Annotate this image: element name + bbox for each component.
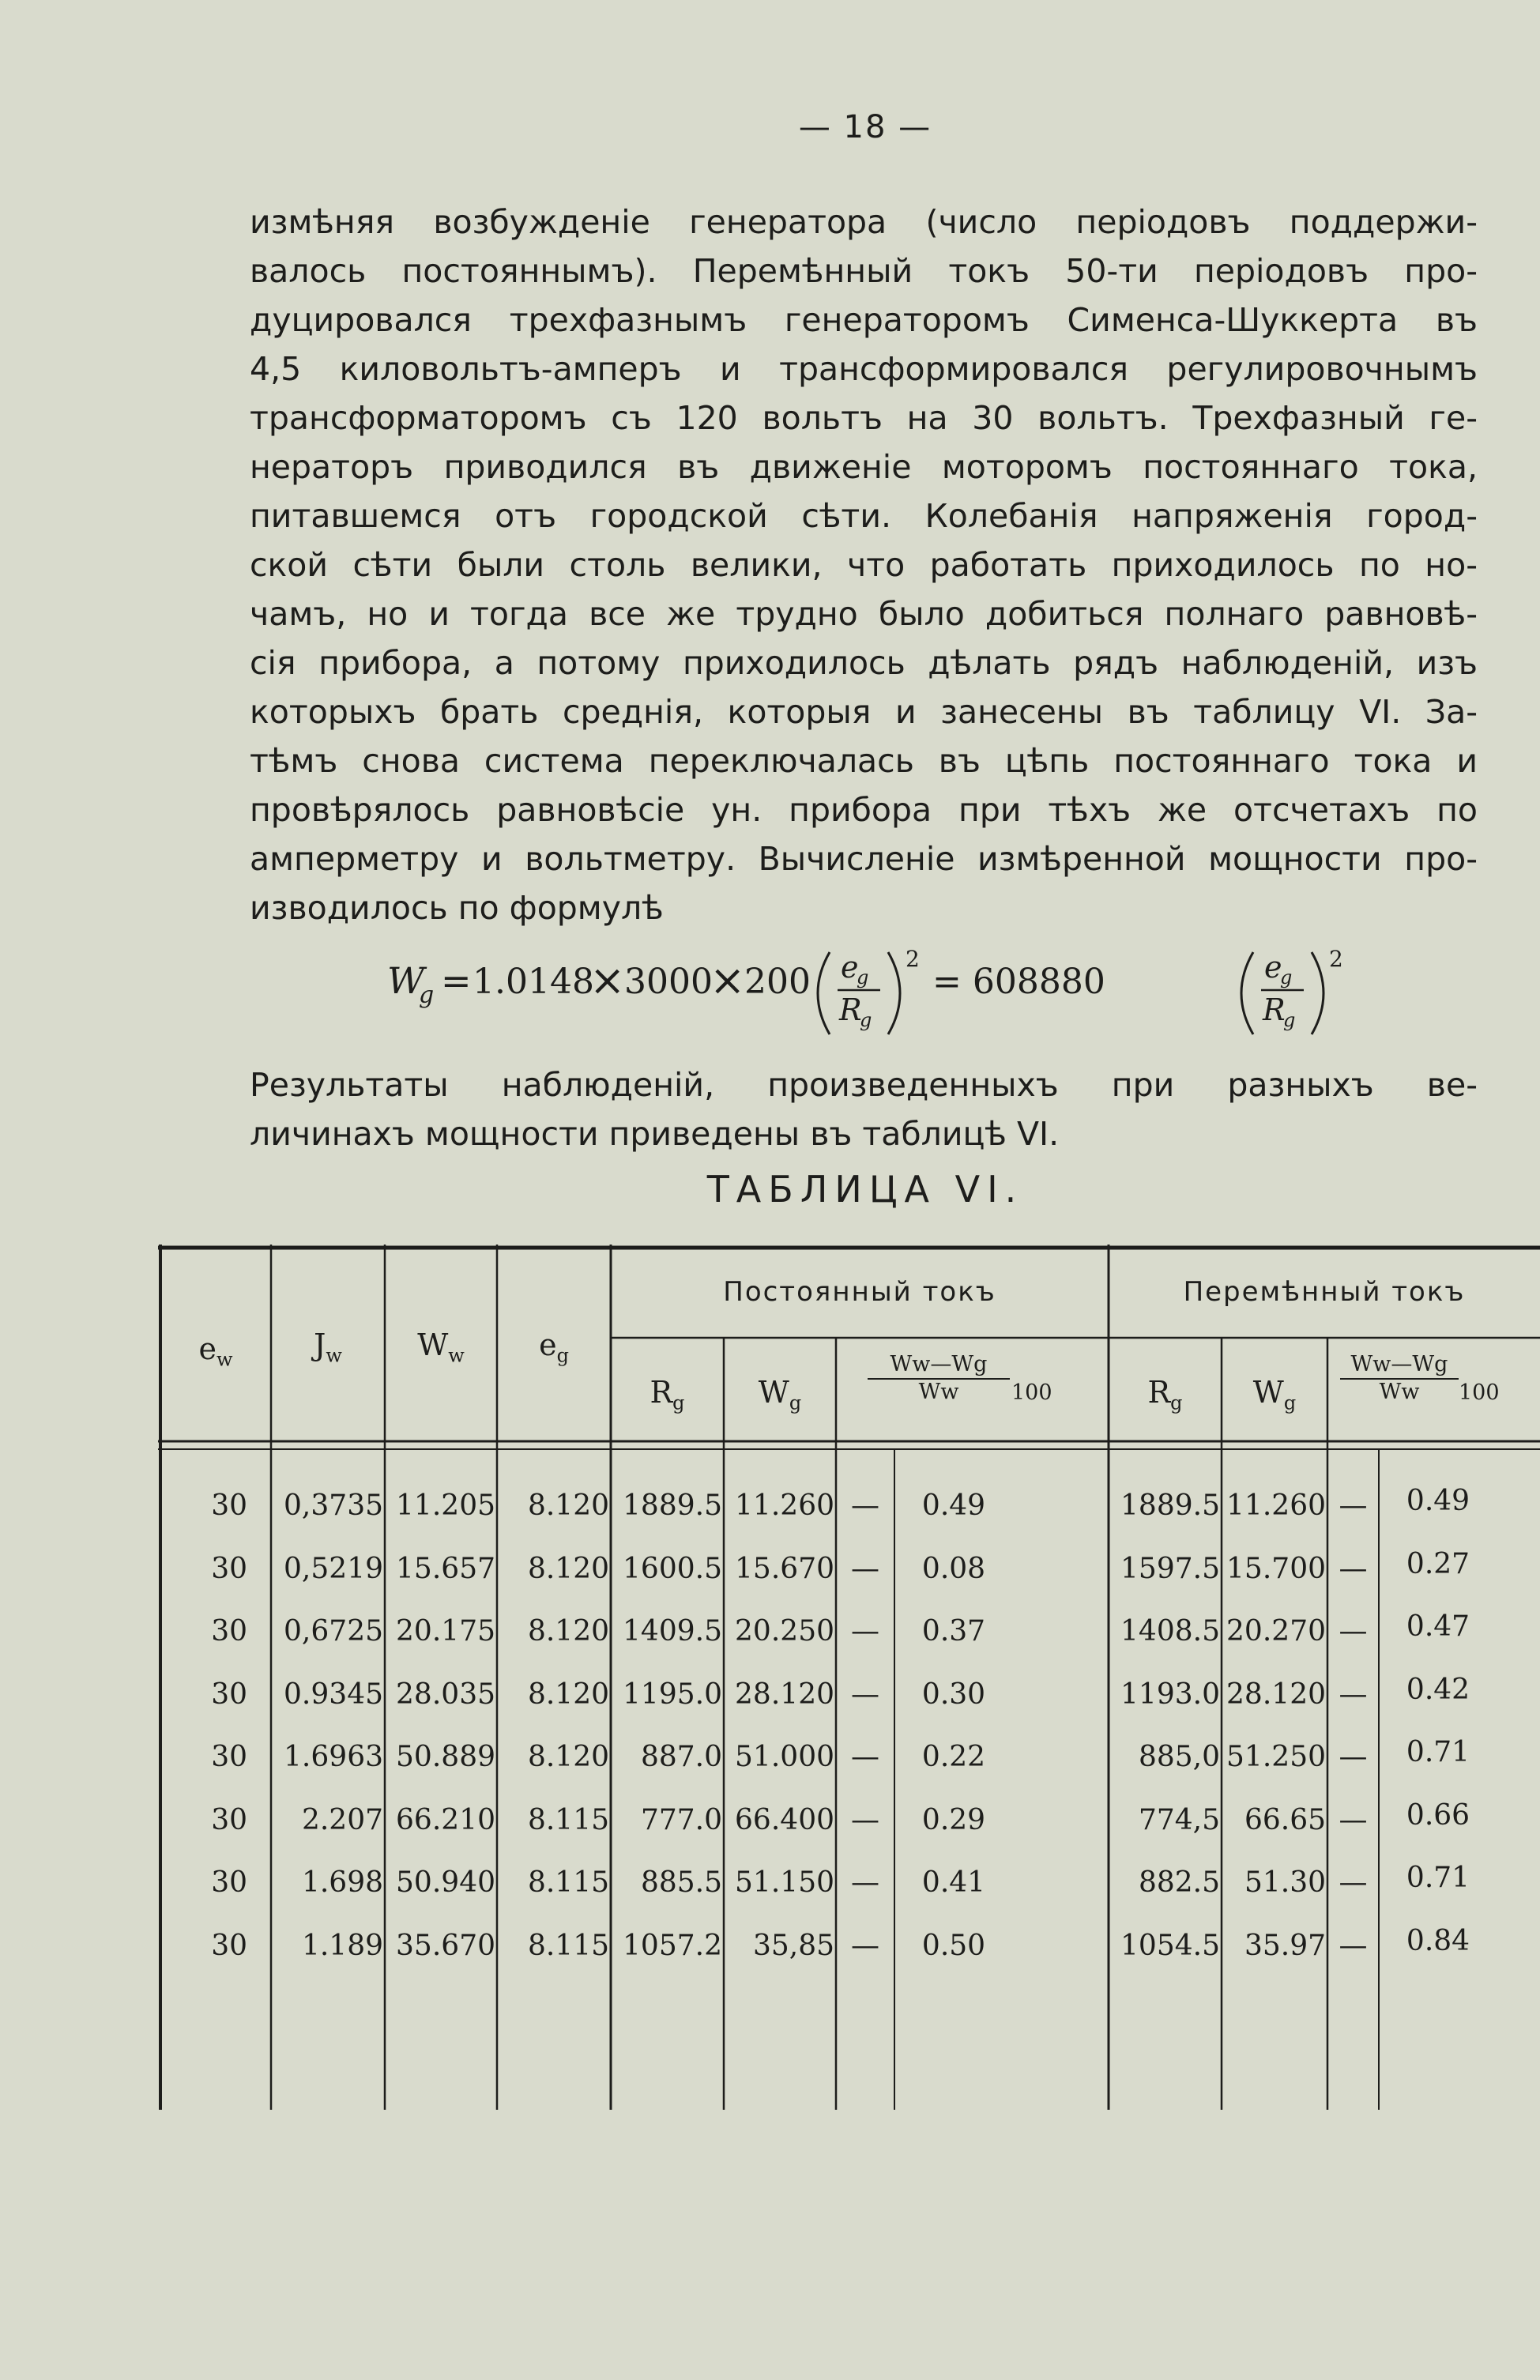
table-cell-ew: 30: [211, 1615, 247, 1648]
header-dc-Wg: $W_g$: [758, 1375, 802, 1414]
table-cell-ac-Rg: 1889.5: [1120, 1489, 1220, 1522]
table-cell-jw: 1.6963: [284, 1741, 383, 1773]
formula-paren-open-2: [1241, 952, 1253, 1034]
table-cell-dc-Rg: 1889.5: [623, 1489, 722, 1522]
table-cell-dc-sign: —: [851, 1741, 879, 1773]
table-cell-dc-sign: —: [851, 1678, 879, 1711]
table-cell-jw: 2.207: [301, 1803, 383, 1836]
table-cell-ac-pct: 0.47: [1406, 1610, 1470, 1643]
table-cell-eg: 8.115: [527, 1803, 609, 1836]
table-cell-dc-Wg: 35,85: [752, 1929, 834, 1962]
text-line: чамъ, но и тогда все же трудно было добиться полнаго равновѣ-: [250, 595, 1478, 633]
table-cell-ac-Wg: 20.270: [1226, 1615, 1326, 1648]
header-eg: $e_g$: [539, 1327, 569, 1367]
table-cell-eg: 8.120: [527, 1741, 609, 1773]
table-cell-jw: 1.698: [301, 1866, 383, 1899]
formula-c1: 1.0148: [473, 962, 594, 1002]
paragraph-2: [250, 1060, 1478, 1158]
table-cell-dc-pct: 0.49: [921, 1489, 986, 1522]
text-line: дуцировался трехфазнымъ генераторомъ Сименса-Шуккерта въ: [250, 301, 1478, 339]
table-cell-ac-sign: —: [1339, 1615, 1368, 1648]
table-cell-dc-Rg: 1600.5: [623, 1552, 722, 1585]
formula-den-sub-1: g: [860, 1009, 872, 1031]
formula-times-1: ×: [589, 955, 626, 1005]
table-cell-ac-Rg: 1408.5: [1120, 1615, 1220, 1648]
table-cell-jw: 1.189: [301, 1929, 383, 1962]
table-cell-ac-Rg: 1597.5: [1120, 1552, 1220, 1585]
group-header-ac: Перемѣнный токъ: [1183, 1276, 1466, 1308]
formula-num-2: e: [1264, 950, 1282, 985]
text-line: личинахъ мощности приведены въ таблицѣ VI.: [250, 1115, 1060, 1153]
table-cell-ac-pct: 0.84: [1406, 1924, 1470, 1957]
table-cell-dc-Rg: 777.0: [640, 1803, 722, 1836]
table-cell-dc-sign: —: [851, 1866, 879, 1899]
table-cell-ew: 30: [211, 1489, 247, 1522]
table-cell-jw: 0.9345: [284, 1678, 383, 1711]
header-dc-ratio-mult: 100: [1011, 1380, 1052, 1405]
formula-paren-close-1: [888, 952, 900, 1034]
formula-den-sub-2: g: [1283, 1009, 1296, 1031]
table-cell-eg: 8.120: [527, 1678, 609, 1711]
table-cell-Ww: 15.657: [396, 1552, 495, 1585]
header-ew: $e_w$: [198, 1331, 233, 1371]
page-number: — 18 —: [798, 109, 932, 145]
formula-lhs-sub: g: [419, 981, 435, 1009]
text-line: изводилось по формулѣ: [250, 889, 664, 927]
table-cell-dc-sign: —: [851, 1615, 879, 1648]
table-cell-ac-sign: —: [1339, 1866, 1368, 1899]
table-cell-ac-sign: —: [1339, 1929, 1368, 1962]
text-line: провѣрялось равновѣсіе ун. прибора при тѣхъ же отсчетахъ по: [250, 791, 1478, 829]
table-cell-ac-pct: 0.66: [1406, 1798, 1470, 1832]
table-cell-Ww: 28.035: [396, 1678, 495, 1711]
formula-num-sub-1: g: [857, 966, 869, 989]
table-cell-ac-pct: 0.71: [1406, 1736, 1470, 1768]
text-line: валось постояннымъ). Перемѣнный токъ 50-ти періодовъ про-: [250, 252, 1478, 290]
header-dc-ratio-num: Ww—Wg: [868, 1352, 1010, 1380]
table-cell-Ww: 50.940: [396, 1866, 495, 1899]
text-line: трансформаторомъ съ 120 вольтъ на 30 вольтъ. Трехфазный ге-: [250, 399, 1478, 437]
table-cell-ew: 30: [211, 1678, 247, 1711]
table-cell-eg: 8.120: [527, 1552, 609, 1585]
formula-lhs: W: [387, 959, 425, 1002]
text-line: амперметру и вольтметру. Вычисленіе измѣренной мощности про-: [250, 840, 1478, 878]
table-cell-Ww: 66.210: [396, 1803, 495, 1836]
table-cell-dc-sign: —: [851, 1489, 879, 1522]
table-cell-ac-Wg: 51.30: [1244, 1866, 1326, 1899]
table-cell-dc-Wg: 20.250: [735, 1615, 834, 1648]
table-cell-dc-pct: 0.41: [921, 1866, 986, 1899]
table-cell-dc-Rg: 1195.0: [623, 1678, 722, 1711]
group-header-dc: Постоянный токъ: [723, 1276, 996, 1308]
header-ac-ratio: [1340, 1352, 1459, 1404]
formula-c3: 200: [744, 962, 811, 1002]
table-cell-ew: 30: [211, 1552, 247, 1585]
table-cell-ac-sign: —: [1339, 1678, 1368, 1711]
table-cell-dc-sign: —: [851, 1929, 879, 1962]
header-ac-ratio-num: Ww—Wg: [1340, 1352, 1459, 1380]
table-cell-Ww: 20.175: [396, 1615, 495, 1648]
text-line: измѣняя возбужденіе генератора (число періодовъ поддержи-: [250, 203, 1478, 241]
table-cell-dc-pct: 0.37: [921, 1615, 986, 1648]
table-cell-ew: 30: [211, 1741, 247, 1773]
table-cell-ac-pct: 0.49: [1406, 1485, 1470, 1517]
table-cell-dc-Wg: 11.260: [735, 1489, 834, 1522]
table-cell-ac-Rg: 885,0: [1138, 1741, 1220, 1773]
table-title: ТАБЛИЦА VI.: [706, 1168, 1024, 1211]
table-cell-jw: 0,6725: [284, 1615, 383, 1648]
table-cell-ac-Rg: 1193.0: [1120, 1678, 1220, 1711]
table-cell-ac-Wg: 11.260: [1226, 1489, 1326, 1522]
table-cell-ac-sign: —: [1339, 1489, 1368, 1522]
text-line: Результаты наблюденій, произведенныхъ при разныхъ ве-: [250, 1066, 1478, 1104]
table-cell-dc-Rg: 1409.5: [623, 1615, 722, 1648]
table-cell-dc-Wg: 15.670: [735, 1552, 834, 1585]
table-cell-ac-Rg: 774,5: [1138, 1803, 1220, 1836]
text-line: сія прибора, а потому приходилось дѣлать рядъ наблюденій, изъ: [250, 644, 1478, 682]
header-ac-Rg: $R_g$: [1147, 1375, 1183, 1414]
table-cell-ac-sign: —: [1339, 1552, 1368, 1585]
table-cell-eg: 8.120: [527, 1615, 609, 1648]
text-line: тѣмъ снова система переключалась въ цѣпь постояннаго тока и: [250, 742, 1478, 780]
table-cell-dc-pct: 0.50: [921, 1929, 986, 1962]
power-formula: [387, 944, 1399, 1039]
table-cell-eg: 8.115: [527, 1866, 609, 1899]
table-cell-dc-Rg: 885.5: [640, 1866, 722, 1899]
header-Ww: $W_w$: [417, 1327, 465, 1367]
text-line: ской сѣти были столь велики, что работать приходилось по но-: [250, 546, 1478, 584]
table-cell-Ww: 35.670: [396, 1929, 495, 1962]
text-line: нераторъ приводился въ движеніе моторомъ постояннаго тока,: [250, 448, 1478, 486]
table-grid: [158, 1245, 1540, 2110]
formula-paren-open-1: [818, 952, 830, 1034]
table-cell-dc-pct: 0.30: [921, 1678, 986, 1711]
formula-num-sub-2: g: [1280, 966, 1293, 989]
table-cell-ac-pct: 0.27: [1406, 1547, 1470, 1580]
table-cell-jw: 0,3735: [284, 1489, 383, 1522]
formula-c2: 3000: [624, 962, 713, 1002]
header-ac-ratio-mult: 100: [1459, 1380, 1500, 1405]
table-cell-dc-Wg: 66.400: [735, 1803, 834, 1836]
header-dc-Rg: $R_g$: [650, 1375, 685, 1414]
table-cell-dc-Wg: 51.000: [735, 1741, 834, 1773]
table-cell-Ww: 50.889: [396, 1741, 495, 1773]
table-cell-ac-Wg: 35.97: [1244, 1929, 1326, 1962]
table-cell-ac-pct: 0.42: [1406, 1673, 1470, 1706]
text-line: 4,5 киловольтъ-амперъ и трансформировался регулировочнымъ: [250, 350, 1478, 388]
table-cell-dc-Wg: 28.120: [735, 1678, 834, 1711]
table-cell-ac-Rg: 882.5: [1138, 1866, 1220, 1899]
table-cell-ac-sign: —: [1339, 1741, 1368, 1773]
formula-exp-1: 2: [906, 946, 920, 972]
data-table: [158, 1245, 1540, 2110]
header-ac-ratio-den: Ww: [1379, 1380, 1420, 1404]
table-cell-eg: 8.120: [527, 1489, 609, 1522]
table-cell-ac-Rg: 1054.5: [1120, 1929, 1220, 1962]
table-cell-ac-pct: 0.71: [1406, 1862, 1470, 1894]
formula-exp-2: 2: [1329, 946, 1343, 972]
paragraph-1: [250, 198, 1478, 932]
table-cell-dc-pct: 0.08: [921, 1552, 986, 1585]
formula-den-1: R: [839, 992, 862, 1027]
table-cell-jw: 0,5219: [284, 1552, 383, 1585]
text-line: которыхъ брать среднія, которыя и занесены въ таблицу VI. За-: [250, 693, 1478, 731]
table-cell-dc-Rg: 1057.2: [623, 1929, 722, 1962]
table-cell-ac-sign: —: [1339, 1803, 1368, 1836]
table-cell-ew: 30: [211, 1866, 247, 1899]
header-dc-ratio: [868, 1352, 1010, 1404]
text-line: питавшемся отъ городской сѣти. Колебанія напряженія город-: [250, 497, 1478, 535]
table-cell-ew: 30: [211, 1929, 247, 1962]
table-cell-dc-sign: —: [851, 1552, 879, 1585]
formula-result: = 608880: [932, 962, 1105, 1002]
table-cell-dc-sign: —: [851, 1803, 879, 1836]
formula-den-2: R: [1263, 992, 1286, 1027]
table-cell-dc-pct: 0.22: [921, 1741, 986, 1773]
table-cell-ac-Wg: 15.700: [1226, 1552, 1326, 1585]
formula-paren-close-2: [1312, 952, 1323, 1034]
table-cell-dc-pct: 0.29: [921, 1803, 986, 1836]
table-cell-Ww: 11.205: [396, 1489, 495, 1522]
table-cell-ac-Wg: 66.65: [1244, 1803, 1326, 1836]
table-cell-ac-Wg: 51.250: [1226, 1741, 1326, 1773]
formula-num-1: e: [841, 950, 859, 985]
table-cell-dc-Wg: 51.150: [735, 1866, 834, 1899]
formula-times-2: ×: [710, 955, 746, 1005]
header-jw: $J_w$: [314, 1327, 342, 1367]
table-cell-ew: 30: [211, 1803, 247, 1836]
header-ac-Wg: $W_g$: [1252, 1375, 1297, 1414]
table-cell-dc-Rg: 887.0: [640, 1741, 722, 1773]
formula-eq: =: [441, 959, 472, 1002]
header-dc-ratio-den: Ww: [918, 1380, 959, 1404]
table-cell-eg: 8.115: [527, 1929, 609, 1962]
table-cell-ac-Wg: 28.120: [1226, 1678, 1326, 1711]
